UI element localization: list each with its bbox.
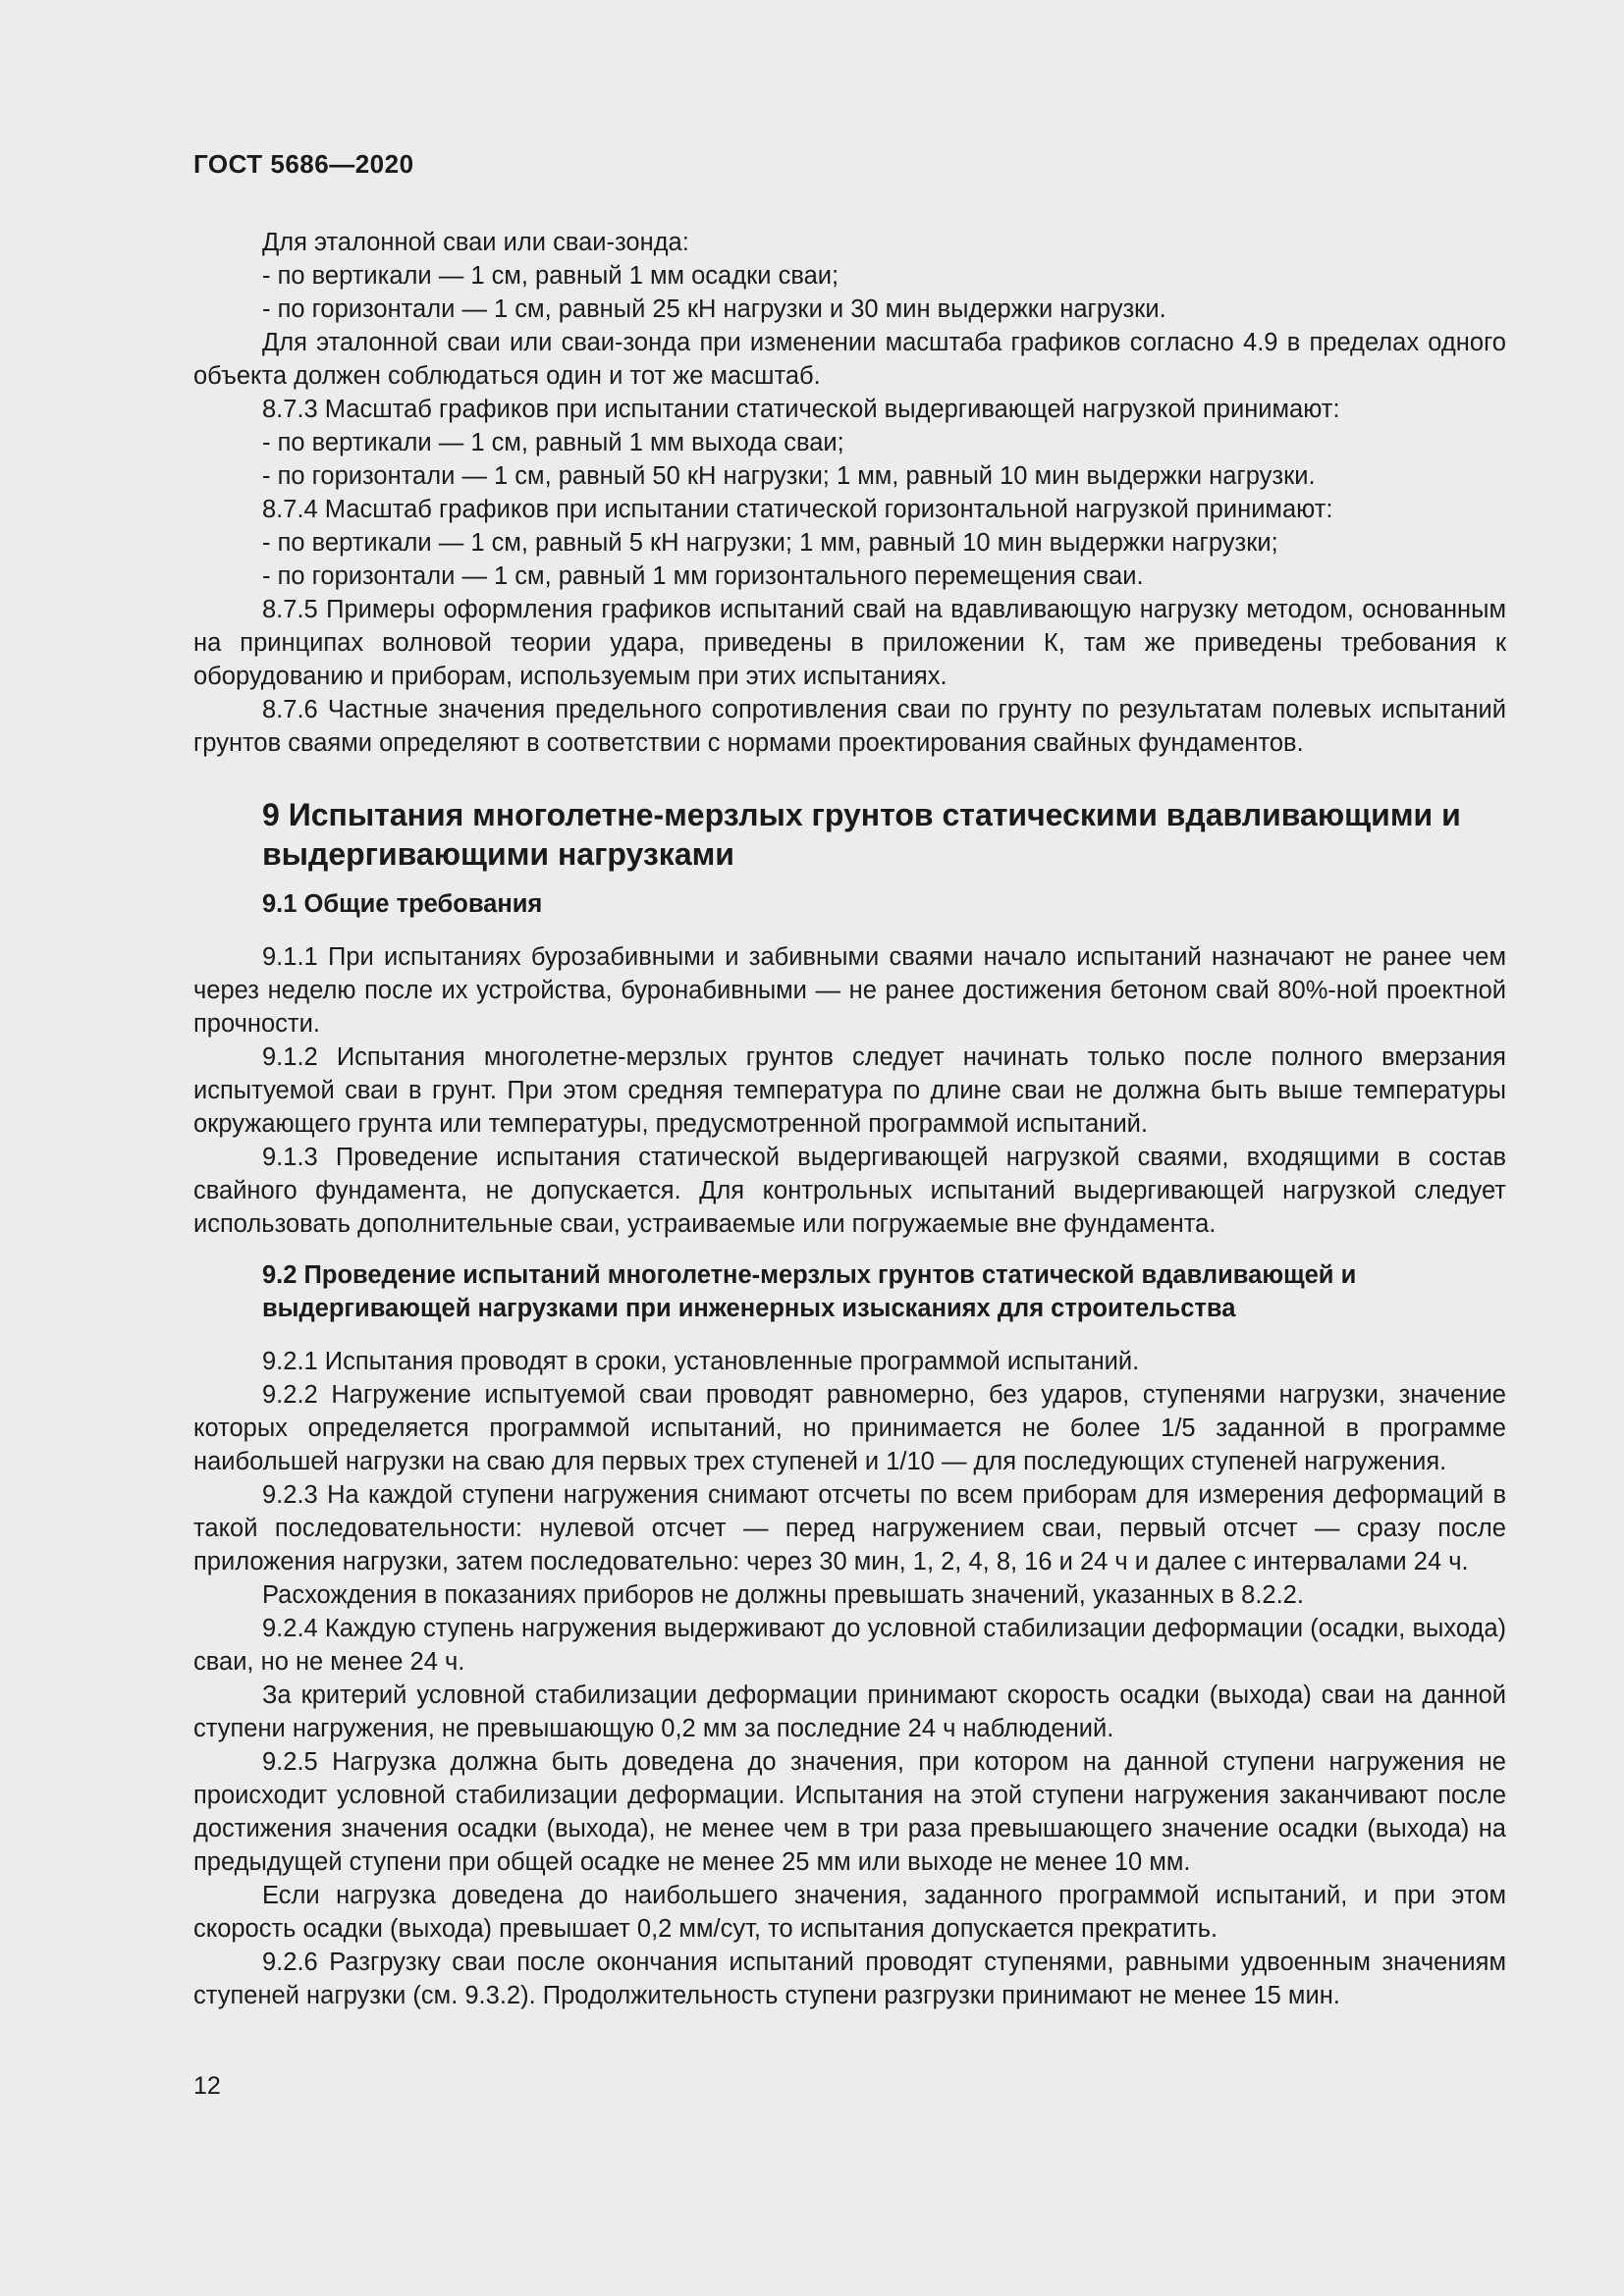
- paragraph: 9.1.1 При испытаниях бурозабивными и забивными сваями начало испытаний назначают не ранее чем через неделю после их устройства, буронабивными — не ранее достижения бетоном свай 80%-ной проектной прочности.: [193, 943, 1506, 1038]
- paragraph: 9.1.2 Испытания многолетне-мерзлых грунтов следует начинать только после полного вмерзания испытуемой сваи в грунт. При этом средняя температура по длине сваи не должна быть выше температуры окружающего грунта или температуры, предусмотренной программой испытаний.: [193, 1043, 1506, 1138]
- paragraph: 9.1.3 Проведение испытания статической выдергивающей нагрузкой сваями, входящими в состав свайного фундамента, не допускается. Для контрольных испытаний выдергивающей нагрузкой следует использовать дополнительные сваи, устраиваемые или погружаемые вне фундамента.: [193, 1144, 1506, 1238]
- paragraph: 9.2.6 Разгрузку сваи после окончания испытаний проводят ступенями, равными удвоенным значениям ступеней нагрузки (см. 9.3.2). Продолжительность ступени разгрузки принимают не менее 15 мин.: [193, 1949, 1506, 2009]
- subsection-heading: 9.2 Проведение испытаний многолетне-мерзлых грунтов статической вдавливающей и выдергивающей нагрузками при инженерных изысканиях для строительства: [262, 1261, 1357, 1322]
- subsection-heading: 9.1 Общие требования: [262, 890, 543, 918]
- list-item: - по вертикали — 1 см, равный 1 мм осадки сваи;: [262, 262, 839, 290]
- page-number: 12: [193, 2072, 221, 2100]
- section-heading: 9 Испытания многолетне-мерзлых грунтов статическими вдавливающими и выдергивающими нагрузками: [262, 797, 1461, 872]
- paragraph: 9.2.2 Нагружение испытуемой сваи проводят равномерно, без ударов, ступенями нагрузки, значение которых определяется программой испытаний, но принимается не более 1/5 заданной в программе наибольшей нагрузки на сваю для первых трех ступеней и 1/10 — для последующих ступеней нагружения.: [193, 1381, 1506, 1475]
- paragraph: 9.2.5 Нагрузка должна быть доведена до значения, при котором на данной ступени нагружения не происходит условной стабилизации деформации. Испытания на этой ступени нагружения заканчивают после достижения значения осадки (выхода), не менее чем в три раза превышающего значение осадки (выхода) на предыдущей ступени при общей осадке не менее 25 мм или выходе не менее 10 мм.: [193, 1748, 1506, 1876]
- list-item: - по вертикали — 1 см, равный 1 мм выхода сваи;: [262, 429, 844, 456]
- paragraph: 8.7.4 Масштаб графиков при испытании статической горизонтальной нагрузкой принимают:: [262, 496, 1333, 523]
- paragraph: 9.2.1 Испытания проводят в сроки, установленные программой испытаний.: [262, 1348, 1140, 1375]
- document-body: [193, 226, 1506, 2012]
- list-item: - по вертикали — 1 см, равный 5 кН нагрузки; 1 мм, равный 10 мин выдержки нагрузки;: [262, 529, 1278, 557]
- paragraph: 8.7.3 Масштаб графиков при испытании статической выдергивающей нагрузкой принимают:: [262, 396, 1340, 423]
- document-code-header: ГОСТ 5686—2020: [193, 149, 414, 179]
- paragraph: За критерий условной стабилизации деформации принимают скорость осадки (выхода) сваи на данной ступени нагружения, не превышающую 0,2 мм за последние 24 ч наблюдений.: [193, 1682, 1506, 1742]
- paragraph: Для эталонной сваи или сваи-зонда при изменении масштаба графиков согласно 4.9 в пределах одного объекта должен соблюдаться один и тот же масштаб.: [193, 329, 1506, 390]
- spacer: [193, 1241, 1506, 1258]
- paragraph: 8.7.5 Примеры оформления графиков испытаний свай на вдавливающую нагрузку методом, основанным на принципах волновой теории удара, приведены в приложении К, там же приведены требования к оборудованию и приборам, используемым при этих испытаниях.: [193, 596, 1506, 690]
- paragraph: 9.2.4 Каждую ступень нагружения выдерживают до условной стабилизации деформации (осадки, выхода) сваи, но не менее 24 ч.: [193, 1615, 1506, 1676]
- list-item: - по горизонтали — 1 см, равный 25 кН нагрузки и 30 мин выдержки нагрузки.: [262, 295, 1166, 323]
- list-item: - по горизонтали — 1 см, равный 1 мм горизонтального перемещения сваи.: [262, 562, 1144, 590]
- paragraph: Для эталонной сваи или сваи-зонда:: [262, 229, 689, 256]
- paragraph: Расхождения в показаниях приборов не должны превышать значений, указанных в 8.2.2.: [262, 1581, 1304, 1609]
- list-item: - по горизонтали — 1 см, равный 50 кН нагрузки; 1 мм, равный 10 мин выдержки нагрузки.: [262, 462, 1316, 490]
- paragraph: 8.7.6 Частные значения предельного сопротивления сваи по грунту по результатам полевых испытаний грунтов сваями определяют в соответствии с нормами проектирования свайных фундаментов.: [193, 696, 1506, 757]
- paragraph: Если нагрузка доведена до наибольшего значения, заданного программой испытаний, и при этом скорость осадки (выхода) превышает 0,2 мм/сут, то испытания допускается прекратить.: [193, 1882, 1506, 1943]
- paragraph: 9.2.3 На каждой ступени нагружения снимают отсчеты по всем приборам для измерения деформаций в такой последовательности: нулевой отсчет — перед нагружением сваи, первый отсчет — сразу после приложения нагрузки, затем последовательно: через 30 мин, 1, 2, 4, 8, 16 и 24 ч и далее с интервалами 24 ч.: [193, 1481, 1506, 1575]
